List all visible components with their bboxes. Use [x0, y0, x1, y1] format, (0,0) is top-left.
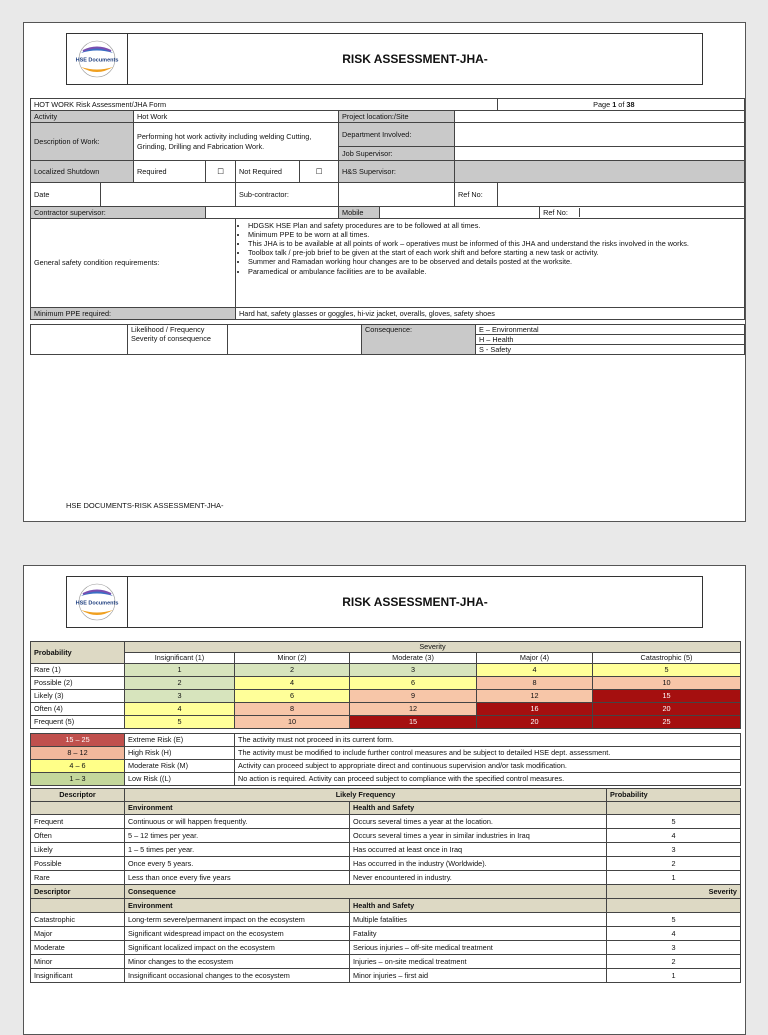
- likelihood-hs: Occurs several times a year at the location.: [350, 815, 607, 829]
- hs-supervisor-field[interactable]: [455, 161, 745, 183]
- matrix-cell: 8: [235, 703, 350, 716]
- date-label: Date: [31, 183, 101, 207]
- page-title: RISK ASSESSMENT-JHA-: [342, 52, 488, 66]
- consequence-value: 3: [607, 941, 741, 955]
- min-ppe-value: Hard hat, safety glasses or goggles, hi-viz jacket, overalls, gloves, safety shoes: [236, 308, 745, 320]
- likelihood-value: 4: [607, 829, 741, 843]
- hs-supervisor-label: H&S Supervisor:: [339, 161, 455, 183]
- general-safety-label: General safety condition requirements:: [31, 219, 236, 308]
- safety-item: • Minimum PPE to be worn at all times.: [248, 230, 741, 239]
- legend-level: Extreme Risk (E): [125, 734, 235, 747]
- legend-range: 1 – 3: [31, 773, 125, 786]
- required-checkbox[interactable]: ☐: [206, 161, 236, 183]
- matrix-cell: 25: [593, 716, 741, 729]
- department-field[interactable]: [455, 123, 745, 147]
- likelihood-severity-cell: [128, 325, 228, 355]
- consequence-descriptor: Moderate: [31, 941, 125, 955]
- environment-header: Environment: [125, 802, 350, 815]
- date-field[interactable]: [101, 183, 236, 207]
- legend-level: High Risk (H): [125, 747, 235, 760]
- matrix-cell: 5: [125, 716, 235, 729]
- blank: [31, 802, 125, 815]
- matrix-cell: 3: [125, 690, 235, 703]
- severity-col: Minor (2): [235, 653, 350, 664]
- page-number: Page 1 of 38: [498, 99, 745, 111]
- consequence-env: Significant widespread impact on the ecosystem: [125, 927, 350, 941]
- subcontractor-label: Sub-contractor:: [236, 183, 339, 207]
- activity-value: Hot Work: [134, 111, 339, 123]
- contractor-supervisor-field[interactable]: [206, 207, 339, 219]
- blank: [607, 899, 741, 913]
- matrix-cell: 8: [477, 677, 593, 690]
- matrix-cell: 4: [477, 664, 593, 677]
- ref-no-label-2: Ref No:: [540, 208, 580, 217]
- likelihood-hs: Has occurred at least once in Iraq: [350, 843, 607, 857]
- consequence-env: Minor changes to the ecosystem: [125, 955, 350, 969]
- blank: [31, 899, 125, 913]
- general-safety-list: [239, 221, 741, 276]
- activity-label: Activity: [31, 111, 134, 123]
- ref-no-2[interactable]: [540, 207, 745, 219]
- lc-value-field[interactable]: [228, 325, 362, 355]
- page-footer: HSE DOCUMENTS-RISK ASSESSMENT-JHA-: [66, 501, 224, 510]
- matrix-cell: 6: [235, 690, 350, 703]
- matrix-row-label: Often (4): [31, 703, 125, 716]
- likelihood-table: [30, 788, 741, 983]
- severity-col: Insignificant (1): [125, 653, 235, 664]
- safety-item: • HDGSK HSE Plan and safety procedures are to be followed at all times.: [248, 221, 741, 230]
- not-required-checkbox[interactable]: ☐: [300, 161, 339, 183]
- mobile-field[interactable]: [380, 207, 540, 219]
- general-safety-list-cell: [236, 219, 745, 308]
- page-header: [66, 576, 703, 628]
- likelihood-env: Continuous or will happen frequently.: [125, 815, 350, 829]
- severity-col-header: Severity: [607, 885, 741, 899]
- hse-logo: [67, 577, 128, 627]
- svg-text:HSE Documents: HSE Documents: [75, 600, 119, 607]
- severity-col: Catastrophic (5): [593, 653, 741, 664]
- description-value: Performing hot work activity including welding Cutting, Grinding, Drilling and Fabrication Work.: [134, 123, 339, 161]
- health-safety-header: Health and Safety: [350, 802, 607, 815]
- matrix-cell: 2: [235, 664, 350, 677]
- severity-header: Severity: [125, 642, 741, 653]
- descriptor-header: Descriptor: [31, 885, 125, 899]
- contractor-supervisor-label: Contractor supervisor:: [31, 207, 206, 219]
- matrix-row-label: Rare (1): [31, 664, 125, 677]
- matrix-cell: 15: [593, 690, 741, 703]
- consequence-descriptor: Major: [31, 927, 125, 941]
- matrix-cell: 12: [350, 703, 477, 716]
- matrix-row-label: Frequent (5): [31, 716, 125, 729]
- likelihood-hs: Has occurred in the industry (Worldwide).: [350, 857, 607, 871]
- svg-text:HSE Documents: HSE Documents: [75, 57, 119, 64]
- matrix-cell: 9: [350, 690, 477, 703]
- likelihood-env: Less than once every five years: [125, 871, 350, 885]
- safety-item: • Summer and Ramadan working hour changes are to be observed and details posted at the worksite.: [248, 257, 741, 266]
- likely-frequency-header: Likely Frequency: [125, 789, 607, 802]
- severity-label: Severity of consequence: [131, 334, 211, 344]
- page-header: [66, 33, 703, 85]
- matrix-row-label: Possible (2): [31, 677, 125, 690]
- legend-range: 4 – 6: [31, 760, 125, 773]
- legend-desc: The activity must be modified to include further control measures and be subject to detailed HSE dept. assessment.: [235, 747, 741, 760]
- jha-form-table: [30, 98, 745, 320]
- safety-item: • This JHA is to be available at all points of work – operatives must be informed of this JHA and understand the risks involved in the works.: [248, 239, 741, 248]
- job-supervisor-field[interactable]: [455, 147, 745, 161]
- form-page-2: [23, 565, 746, 1035]
- consequence-value: 5: [607, 913, 741, 927]
- consequence-env: Long-term severe/permanent impact on the ecosystem: [125, 913, 350, 927]
- project-location-label: Project location:/Site: [339, 111, 455, 123]
- health-safety-header: Health and Safety: [350, 899, 607, 913]
- descriptor-header: Descriptor: [31, 789, 125, 802]
- legend-desc: Activity can proceed subject to appropriate direct and continuous supervision and/or task modification.: [235, 760, 741, 773]
- matrix-cell: 1: [125, 664, 235, 677]
- consequence-value: 4: [607, 927, 741, 941]
- consequence-code-h: H – Health: [476, 335, 745, 345]
- required-label: Required: [134, 161, 206, 183]
- lc-blank: [31, 325, 128, 355]
- likelihood-descriptor: Rare: [31, 871, 125, 885]
- department-label: Department Involved:: [339, 123, 455, 147]
- consequence-descriptor: Insignificant: [31, 969, 125, 983]
- page-title: RISK ASSESSMENT-JHA-: [342, 595, 488, 609]
- consequence-code-e: E – Environmental: [476, 325, 745, 335]
- likelihood-value: 2: [607, 857, 741, 871]
- hse-logo: [67, 34, 128, 84]
- likelihood-descriptor: Frequent: [31, 815, 125, 829]
- likelihood-value: 1: [607, 871, 741, 885]
- matrix-cell: 15: [350, 716, 477, 729]
- likelihood-value: 5: [607, 815, 741, 829]
- legend-desc: The activity must not proceed in its current form.: [235, 734, 741, 747]
- likelihood-env: 5 – 12 times per year.: [125, 829, 350, 843]
- matrix-cell: 20: [593, 703, 741, 716]
- min-ppe-label: Minimum PPE required:: [31, 308, 236, 320]
- consequence-env: Significant localized impact on the ecosystem: [125, 941, 350, 955]
- ref-no-label: Ref No:: [455, 183, 498, 207]
- mobile-label: Mobile: [339, 207, 380, 219]
- project-location-field[interactable]: [455, 111, 745, 123]
- matrix-cell: 12: [477, 690, 593, 703]
- environment-header: Environment: [125, 899, 350, 913]
- consequence-header: Consequence: [125, 885, 607, 899]
- localized-shutdown-label: Localized Shutdown: [31, 161, 134, 183]
- likelihood-descriptor: Often: [31, 829, 125, 843]
- likelihood-env: 1 – 5 times per year.: [125, 843, 350, 857]
- form-title: HOT WORK Risk Assessment/JHA Form: [31, 99, 498, 111]
- consequence-hs: Serious injuries – off-site medical treatment: [350, 941, 607, 955]
- legend-level: Moderate Risk (M): [125, 760, 235, 773]
- likelihood-value: 3: [607, 843, 741, 857]
- form-page-1: [23, 22, 746, 522]
- matrix-cell: 4: [125, 703, 235, 716]
- likelihood-descriptor: Possible: [31, 857, 125, 871]
- legend-range: 15 – 25: [31, 734, 125, 747]
- matrix-cell: 10: [235, 716, 350, 729]
- consequence-code-s: S - Safety: [476, 345, 745, 355]
- consequence-hs: Minor injuries – first aid: [350, 969, 607, 983]
- risk-matrix-table: [30, 641, 741, 729]
- likelihood-label: Likelihood / Frequency: [131, 325, 205, 334]
- likelihood-consequence-table: [30, 324, 745, 355]
- probability-header: Probability: [31, 642, 125, 664]
- consequence-value: 2: [607, 955, 741, 969]
- consequence-hs: Fatality: [350, 927, 607, 941]
- matrix-cell: 3: [350, 664, 477, 677]
- consequence-hs: Injuries – on-site medical treatment: [350, 955, 607, 969]
- blank: [607, 802, 741, 815]
- severity-col: Moderate (3): [350, 653, 477, 664]
- matrix-cell: 5: [593, 664, 741, 677]
- consequence-hs: Multiple fatalities: [350, 913, 607, 927]
- consequence-descriptor: Catastrophic: [31, 913, 125, 927]
- safety-item: • Toolbox talk / pre-job brief to be given at the start of each work shift and before starting a new task or activity.: [248, 248, 741, 257]
- legend-range: 8 – 12: [31, 747, 125, 760]
- matrix-cell: 2: [125, 677, 235, 690]
- not-required-label: Not Required: [236, 161, 300, 183]
- legend-level: Low Risk ((L): [125, 773, 235, 786]
- consequence-value: 1: [607, 969, 741, 983]
- subcontractor-field[interactable]: [339, 183, 455, 207]
- likelihood-hs: Occurs several times a year in similar industries in Iraq: [350, 829, 607, 843]
- description-label: Description of Work:: [31, 123, 134, 161]
- safety-item: • Paramedical or ambulance facilities are to be available.: [248, 267, 741, 276]
- job-supervisor-label: Job Supervisor:: [339, 147, 455, 161]
- consequence-descriptor: Minor: [31, 955, 125, 969]
- legend-desc: No action is required. Activity can proceed subject to compliance with the specified control measures.: [235, 773, 741, 786]
- severity-col: Major (4): [477, 653, 593, 664]
- ref-no-field[interactable]: [498, 183, 745, 207]
- matrix-row-label: Likely (3): [31, 690, 125, 703]
- matrix-cell: 10: [593, 677, 741, 690]
- matrix-cell: 4: [235, 677, 350, 690]
- likelihood-descriptor: Likely: [31, 843, 125, 857]
- consequence-label: Consequence:: [362, 325, 476, 355]
- probability-col-header: Probability: [607, 789, 741, 802]
- matrix-cell: 20: [477, 716, 593, 729]
- matrix-cell: 6: [350, 677, 477, 690]
- likelihood-env: Once every 5 years.: [125, 857, 350, 871]
- risk-legend-table: [30, 733, 741, 786]
- likelihood-hs: Never encountered in industry.: [350, 871, 607, 885]
- matrix-cell: 16: [477, 703, 593, 716]
- consequence-env: Insignificant occasional changes to the ecosystem: [125, 969, 350, 983]
